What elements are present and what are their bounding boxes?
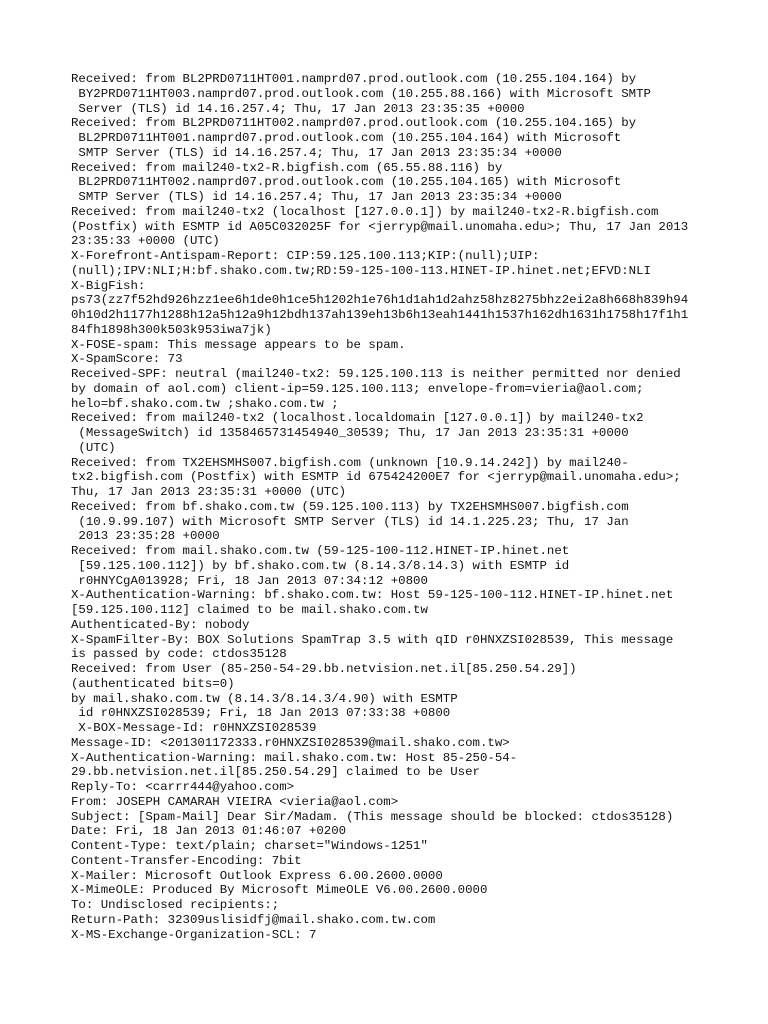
header-line: SMTP Server (TLS) id 14.16.257.4; Thu, 17 Jan 2013 23:35:34 +0000 <box>71 190 562 204</box>
header-line: (10.9.99.107) with Microsoft SMTP Server (TLS) id 14.1.225.23; Thu, 17 Jan <box>71 514 629 529</box>
header-line: X-Forefront-Antispam-Report: CIP:59.125.100.113;KIP:(null);UIP: <box>71 249 540 263</box>
header-line: helo=bf.shako.com.tw ;shako.com.tw ; <box>71 396 339 411</box>
header-line: SMTP Server (TLS) id 14.16.257.4; Thu, 17 Jan 2013 23:35:34 +0000 <box>71 145 562 160</box>
header-line: Date: Fri, 18 Jan 2013 01:46:07 +0200 <box>71 824 347 839</box>
header-line: 23:35:33 +0000 (UTC) <box>71 234 220 249</box>
header-line: 0h10d2h1177h1288h12a5h12a9h12bdh137ah139eh13b6h13eah1441h1537h162dh1631h1758h17f1h1 <box>71 308 689 322</box>
header-line: (null);IPV:NLI;H:bf.shako.com.tw;RD:59-125-100-113.HINET-IP.hinet.net;EFVD:NLI <box>71 263 651 278</box>
header-line: (authenticated bits=0) <box>71 676 235 691</box>
header-line: X-MS-Exchange-Organization-SCL: 7 <box>71 927 317 942</box>
header-line: X-Authentication-Warning: mail.shako.com.tw: Host 85-250-54- <box>71 750 518 765</box>
header-line: Reply-To: <carrr444@yahoo.com> <box>71 780 295 794</box>
header-line: X-MimeOLE: Produced By Microsoft MimeOLE V6.00.2600.0000 <box>71 883 488 898</box>
header-line: Server (TLS) id 14.16.257.4; Thu, 17 Jan 2013 23:35:35 +0000 <box>71 101 525 116</box>
email-header-document <box>71 72 711 942</box>
header-line: Received: from bf.shako.com.tw (59.125.100.113) by TX2EHSMHS007.bigfish.com <box>71 499 629 514</box>
header-line: Received: from BL2PRD0711HT001.namprd07.prod.outlook.com (10.255.104.164) by <box>71 72 637 86</box>
header-line: Authenticated-By: nobody <box>71 617 250 632</box>
header-line: [59.125.100.112]) by bf.shako.com.tw (8.14.3/8.14.3) with ESMTP id <box>71 558 570 573</box>
header-line: [59.125.100.112] claimed to be mail.shako.com.tw <box>71 603 428 617</box>
header-line: X-BigFish: <box>71 278 146 293</box>
header-line: Received: from TX2EHSMHS007.bigfish.com (unknown [10.9.14.242]) by mail240- <box>71 455 629 470</box>
header-line: 29.bb.netvision.net.il[85.250.54.29] claimed to be User <box>71 765 480 780</box>
header-line: X-FOSE-spam: This message appears to be spam. <box>71 337 406 352</box>
header-lines <box>71 72 711 942</box>
header-line: Received: from User (85-250-54-29.bb.netvision.net.il[85.250.54.29]) <box>71 662 577 676</box>
header-line: BL2PRD0711HT002.namprd07.prod.outlook.com (10.255.104.165) with Microsoft <box>71 175 622 190</box>
header-line: id r0HNXZSI028539; Fri, 18 Jan 2013 07:33:38 +0800 <box>71 706 451 721</box>
header-line: X-Authentication-Warning: bf.shako.com.tw: Host 59-125-100-112.HINET-IP.hinet.net <box>71 588 674 603</box>
header-line: X-SpamFilter-By: BOX Solutions SpamTrap 3.5 with qID r0HNXZSI028539, This message <box>71 632 674 647</box>
header-line: by mail.shako.com.tw (8.14.3/8.14.3/4.90) with ESMTP <box>71 691 458 706</box>
header-line: Content-Transfer-Encoding: 7bit <box>71 853 302 868</box>
header-line: BL2PRD0711HT001.namprd07.prod.outlook.com (10.255.104.164) with Microsoft <box>71 131 622 145</box>
header-line: tx2.bigfish.com (Postfix) with ESMTP id 675424200E7 for <jerryp@mail.unomaha.edu>; <box>71 470 681 485</box>
header-line: Thu, 17 Jan 2013 23:35:31 +0000 (UTC) <box>71 485 347 499</box>
header-line: Received: from mail.shako.com.tw (59-125-100-112.HINET-IP.hinet.net <box>71 544 570 558</box>
header-line: (MessageSwitch) id 1358465731454940_30539; Thu, 17 Jan 2013 23:35:31 +0000 <box>71 426 629 440</box>
header-line: X-Mailer: Microsoft Outlook Express 6.00.2600.0000 <box>71 868 443 883</box>
header-line: 84fh1898h300k503k953iwa7jk) <box>71 322 272 337</box>
header-line: Received: from mail240-tx2-R.bigfish.com (65.55.88.116) by <box>71 160 503 175</box>
header-line: X-BOX-Message-Id: r0HNXZSI028539 <box>71 721 317 735</box>
header-line: Return-Path: 32309uslisidfj@mail.shako.com.tw.com <box>71 912 436 927</box>
header-line: (UTC) <box>71 440 116 455</box>
header-line: Subject: [Spam-Mail] Dear Sir/Madam. (This message should be blocked: ctdos35128) <box>71 809 674 824</box>
header-line: Received: from mail240-tx2 (localhost [127.0.0.1]) by mail240-tx2-R.bigfish.com <box>71 204 659 219</box>
header-line: 2013 23:35:28 +0000 <box>71 529 220 544</box>
header-line: r0HNYCgA013928; Fri, 18 Jan 2013 07:34:12 +0800 <box>71 573 428 588</box>
header-line: Content-Type: text/plain; charset="Windows-1251" <box>71 839 428 853</box>
header-line: Received: from mail240-tx2 (localhost.localdomain [127.0.0.1]) by mail240-tx2 <box>71 411 644 426</box>
header-line: Message-ID: <201301172333.r0HNXZSI028539@mail.shako.com.tw> <box>71 735 510 750</box>
header-line: is passed by code: ctdos35128 <box>71 647 287 662</box>
header-line: From: JOSEPH CAMARAH VIEIRA <vieria@aol.com> <box>71 794 399 809</box>
header-line: Received: from BL2PRD0711HT002.namprd07.prod.outlook.com (10.255.104.165) by <box>71 116 637 131</box>
header-line: BY2PRD0711HT003.namprd07.prod.outlook.com (10.255.88.166) with Microsoft SMTP <box>71 86 651 101</box>
header-line: ps73(zz7f52hd926hzz1ee6h1de0h1ce5h1202h1e76h1d1ah1d2ahz58hz8275bhz2ei2a8h668h839h94 <box>71 293 689 308</box>
header-line: by domain of aol.com) client-ip=59.125.100.113; envelope-from=vieria@aol.com; <box>71 381 644 396</box>
header-line: Received-SPF: neutral (mail240-tx2: 59.125.100.113 is neither permitted nor denied <box>71 367 681 381</box>
header-line: To: Undisclosed recipients:; <box>71 898 280 912</box>
header-line: X-SpamScore: 73 <box>71 352 183 367</box>
header-line: (Postfix) with ESMTP id A05C032025F for <jerryp@mail.unomaha.edu>; Thu, 17 Jan 2013 <box>71 219 689 234</box>
